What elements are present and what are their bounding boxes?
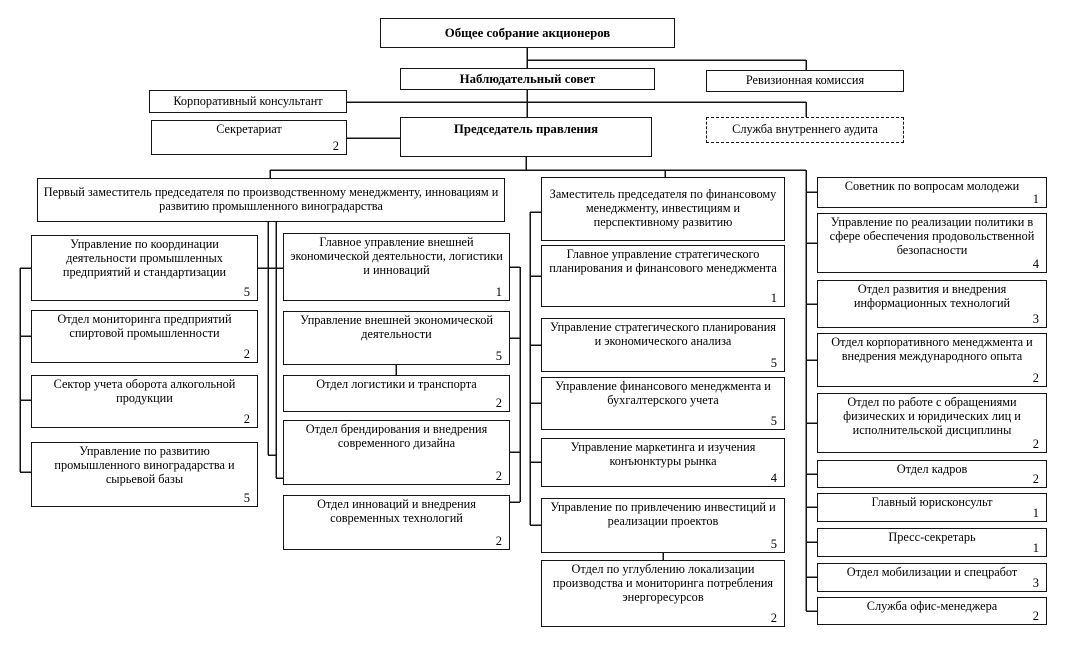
staff-count: 3	[1032, 312, 1039, 326]
node-col1b-0: Главное управление внешней экономической деятельности, логистики и инноваций 1	[283, 233, 510, 301]
node-col1b-2: Отдел логистики и транспорта 2	[283, 375, 510, 412]
node-supervisory-board	[400, 68, 655, 90]
staff-count: 5	[770, 356, 777, 370]
node-col3-8: Отдел мобилизации и спецработ 3	[817, 563, 1047, 592]
node-col3-6: Главный юрисконсульт 1	[817, 493, 1047, 522]
staff-count: 2	[1032, 609, 1039, 623]
staff-count: 5	[770, 414, 777, 428]
node-col3-2: Отдел развития и внедрения информационных технологий 3	[817, 280, 1047, 328]
node-internal-audit	[706, 117, 904, 143]
node-audit-commission	[706, 70, 904, 92]
node-col2-4: Управление по привлечению инвестиций и реализации проектов 5	[541, 498, 785, 553]
staff-count: 2	[770, 611, 777, 625]
staff-count: 5	[243, 285, 250, 299]
node-label: Корпоративный консультант	[173, 93, 323, 108]
node-col1b-4: Отдел инноваций и внедрения современных технологий 2	[283, 495, 510, 550]
staff-count: 2	[1032, 371, 1039, 385]
staff-count: 5	[495, 349, 502, 363]
staff-count: 1	[1032, 506, 1039, 520]
node-col1a-3: Управление по развитию промышленного виноградарства и сырьевой базы 5	[31, 442, 258, 507]
staff-count: 2	[495, 396, 502, 410]
node-col3-1: Управление по реализации политики в сфере обеспечения продовольственной безопасности 4	[817, 213, 1047, 273]
node-col2-3: Управление маркетинга и изучения конъюнктуры рынка 4	[541, 438, 785, 487]
staff-count: 4	[1032, 257, 1039, 271]
node-col1a-1: Отдел мониторинга предприятий спиртовой промышленности 2	[31, 310, 258, 363]
node-col1a-2: Сектор учета оборота алкогольной продукции 2	[31, 375, 258, 428]
node-label: Секретариат	[216, 122, 282, 136]
staff-count: 5	[243, 491, 250, 505]
staff-count: 4	[770, 471, 777, 485]
staff-count: 2	[243, 347, 250, 361]
staff-count: 2	[495, 534, 502, 548]
node-secretariat	[151, 120, 347, 155]
node-col3-3: Отдел корпоративного менеджмента и внедрения международного опыта 2	[817, 333, 1047, 387]
node-general-meeting	[380, 18, 675, 48]
staff-count: 2	[1032, 472, 1039, 486]
node-label: Первый заместитель председателя по производственному менеджменту, инновациям и развитию промышленного виноградарства	[43, 185, 499, 213]
staff-count: 5	[770, 537, 777, 551]
node-col2-0: Главное управление стратегического планирования и финансового менеджмента 1	[541, 245, 785, 307]
node-chairman	[400, 117, 652, 157]
node-col3-9: Служба офис-менеджера 2	[817, 597, 1047, 625]
node-corporate-consultant	[149, 90, 347, 113]
node-label: Общее собрание акционеров	[444, 25, 611, 40]
node-col2-2: Управление финансового менеджмента и бухгалтерского учета 5	[541, 377, 785, 430]
staff-count: 1	[1032, 541, 1039, 555]
staff-count: 2	[495, 469, 502, 483]
node-label: Заместитель председателя по финансовому менеджменту, инвестициям и перспективному развитию	[549, 187, 777, 229]
staff-count: 3	[1032, 576, 1039, 590]
staff-count: 1	[770, 291, 777, 305]
node-col1b-1: Управление внешней экономической деятельности 5	[283, 311, 510, 365]
node-col1b-3: Отдел брендирования и внедрения современного дизайна 2	[283, 420, 510, 485]
node-col3-4: Отдел по работе с обращениями физических и юридических лиц и исполнительской дисциплины 2	[817, 393, 1047, 453]
staff-count: 1	[1032, 192, 1039, 206]
node-label: Наблюдательный совет	[459, 71, 596, 86]
node-label: Председатель правления	[453, 122, 599, 136]
node-deputy-finance	[541, 177, 785, 241]
node-col1a-0: Управление по координации деятельности промышленных предприятий и стандартизации 5	[31, 235, 258, 301]
staff-count: 1	[495, 285, 502, 299]
node-first-deputy	[37, 178, 505, 222]
node-col2-1: Управление стратегического планирования и экономического анализа 5	[541, 318, 785, 372]
node-col3-0: Советник по вопросам молодежи 1	[817, 177, 1047, 208]
node-col3-7: Пресс-секретарь 1	[817, 528, 1047, 557]
node-label: Служба внутреннего аудита	[732, 122, 878, 137]
node-col3-5: Отдел кадров 2	[817, 460, 1047, 488]
staff-count: 2	[332, 139, 339, 153]
staff-count: 2	[243, 412, 250, 426]
node-label: Ревизионная комиссия	[745, 73, 865, 88]
node-col2-5: Отдел по углублению локализации производства и мониторинга потребления энергоресурсов 2	[541, 560, 785, 627]
staff-count: 2	[1032, 437, 1039, 451]
